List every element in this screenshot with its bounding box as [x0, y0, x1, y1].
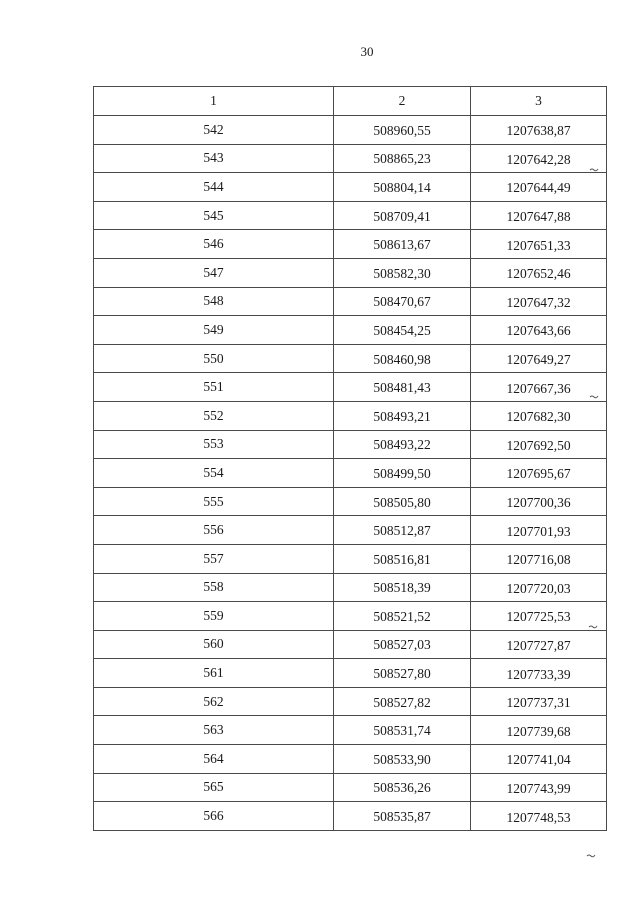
- table-row: [94, 544, 607, 573]
- scan-artifact-mark: [586, 853, 596, 858]
- table-cell-col-3: 1207743,99: [471, 773, 607, 802]
- table-cell-col-1: 556: [94, 516, 334, 545]
- table-row: [94, 373, 607, 402]
- table-row: [94, 258, 607, 287]
- table-cell-col-2: 508613,67: [334, 230, 471, 259]
- table-cell-col-2: 508582,30: [334, 258, 471, 287]
- table-cell-col-1: 566: [94, 802, 334, 831]
- table-cell-col-3: 1207644,49: [471, 173, 607, 202]
- table-cell-col-2: 508499,50: [334, 459, 471, 488]
- table-row: [94, 230, 607, 259]
- table-cell-col-2: 508804,14: [334, 173, 471, 202]
- table-cell-col-3: 1207667,36: [471, 373, 607, 402]
- table-cell-col-1: 564: [94, 745, 334, 774]
- scan-artifact-mark: [589, 167, 599, 172]
- table-cell-col-1: 552: [94, 401, 334, 430]
- table-row: [94, 430, 607, 459]
- table-row: [94, 287, 607, 316]
- table-row: [94, 173, 607, 202]
- table-cell-col-1: 545: [94, 201, 334, 230]
- column-header-3: 3: [471, 87, 607, 116]
- column-header-2: 2: [334, 87, 471, 116]
- scan-artifact-mark: [588, 624, 598, 629]
- table-row: [94, 144, 607, 173]
- table-cell-col-3: 1207733,39: [471, 659, 607, 688]
- table-cell-col-3: 1207643,66: [471, 316, 607, 345]
- table-cell-col-1: 548: [94, 287, 334, 316]
- table-cell-col-2: 508531,74: [334, 716, 471, 745]
- table-row: [94, 630, 607, 659]
- table-cell-col-2: 508865,23: [334, 144, 471, 173]
- table-cell-col-1: 547: [94, 258, 334, 287]
- table-row: [94, 201, 607, 230]
- table-row: [94, 316, 607, 345]
- table-cell-col-1: 559: [94, 602, 334, 631]
- table-cell-col-1: 546: [94, 230, 334, 259]
- table-cell-col-3: 1207748,53: [471, 802, 607, 831]
- table-cell-col-1: 550: [94, 344, 334, 373]
- table-row: [94, 659, 607, 688]
- table-cell-col-1: 555: [94, 487, 334, 516]
- table-cell-col-2: 508536,26: [334, 773, 471, 802]
- table-cell-col-1: 558: [94, 573, 334, 602]
- column-header-1: 1: [94, 87, 334, 116]
- table-cell-col-3: 1207741,04: [471, 745, 607, 774]
- scan-artifact-mark: [589, 394, 599, 399]
- table-cell-col-2: 508470,67: [334, 287, 471, 316]
- table-cell-col-3: 1207642,28: [471, 144, 607, 173]
- table-row: [94, 401, 607, 430]
- table-cell-col-3: 1207682,30: [471, 401, 607, 430]
- table-cell-col-2: 508460,98: [334, 344, 471, 373]
- table-cell-col-1: 551: [94, 373, 334, 402]
- table-row: [94, 516, 607, 545]
- table-cell-col-2: 508505,80: [334, 487, 471, 516]
- table-row: [94, 716, 607, 745]
- table-cell-col-3: 1207692,50: [471, 430, 607, 459]
- table-cell-col-1: 561: [94, 659, 334, 688]
- table-cell-col-1: 549: [94, 316, 334, 345]
- table-row: [94, 116, 607, 145]
- table-row: [94, 487, 607, 516]
- table-cell-col-1: 554: [94, 459, 334, 488]
- table-cell-col-3: 1207716,08: [471, 544, 607, 573]
- table-cell-col-1: 560: [94, 630, 334, 659]
- table-cell-col-3: 1207700,36: [471, 487, 607, 516]
- table-cell-col-2: 508527,80: [334, 659, 471, 688]
- table-cell-col-3: 1207651,33: [471, 230, 607, 259]
- table-cell-col-1: 543: [94, 144, 334, 173]
- coordinates-table: [93, 86, 607, 831]
- table-cell-col-3: 1207647,32: [471, 287, 607, 316]
- table-cell-col-2: 508493,22: [334, 430, 471, 459]
- table-row: [94, 459, 607, 488]
- table-row: [94, 344, 607, 373]
- table-cell-col-2: 508533,90: [334, 745, 471, 774]
- table-cell-col-3: 1207720,03: [471, 573, 607, 602]
- table-cell-col-3: 1207647,88: [471, 201, 607, 230]
- table-cell-col-2: 508709,41: [334, 201, 471, 230]
- table-cell-col-3: 1207649,27: [471, 344, 607, 373]
- table-cell-col-1: 565: [94, 773, 334, 802]
- table-cell-col-1: 553: [94, 430, 334, 459]
- table-cell-col-3: 1207737,31: [471, 687, 607, 716]
- table-cell-col-3: 1207652,46: [471, 258, 607, 287]
- table-cell-col-2: 508521,52: [334, 602, 471, 631]
- table-cell-col-3: 1207695,67: [471, 459, 607, 488]
- table-cell-col-3: 1207725,53: [471, 602, 607, 631]
- table-cell-col-3: 1207638,87: [471, 116, 607, 145]
- table-cell-col-2: 508481,43: [334, 373, 471, 402]
- table-cell-col-3: 1207727,87: [471, 630, 607, 659]
- table-body: [94, 116, 607, 831]
- table-row: [94, 802, 607, 831]
- table-cell-col-3: 1207701,93: [471, 516, 607, 545]
- table-row: [94, 602, 607, 631]
- table-row: [94, 745, 607, 774]
- table-cell-col-1: 562: [94, 687, 334, 716]
- table-cell-col-1: 557: [94, 544, 334, 573]
- table-row: [94, 687, 607, 716]
- table-cell-col-2: 508535,87: [334, 802, 471, 831]
- table-row: [94, 773, 607, 802]
- table-cell-col-1: 563: [94, 716, 334, 745]
- table-cell-col-2: 508527,03: [334, 630, 471, 659]
- table-cell-col-2: 508960,55: [334, 116, 471, 145]
- table-cell-col-2: 508493,21: [334, 401, 471, 430]
- table-header-row: [94, 87, 607, 116]
- page-number: 30: [360, 44, 374, 59]
- table-cell-col-2: 508527,82: [334, 687, 471, 716]
- table-row: [94, 573, 607, 602]
- table-cell-col-2: 508518,39: [334, 573, 471, 602]
- table-cell-col-1: 542: [94, 116, 334, 145]
- table-cell-col-2: 508516,81: [334, 544, 471, 573]
- table-cell-col-1: 544: [94, 173, 334, 202]
- table-cell-col-3: 1207739,68: [471, 716, 607, 745]
- table-cell-col-2: 508454,25: [334, 316, 471, 345]
- table-cell-col-2: 508512,87: [334, 516, 471, 545]
